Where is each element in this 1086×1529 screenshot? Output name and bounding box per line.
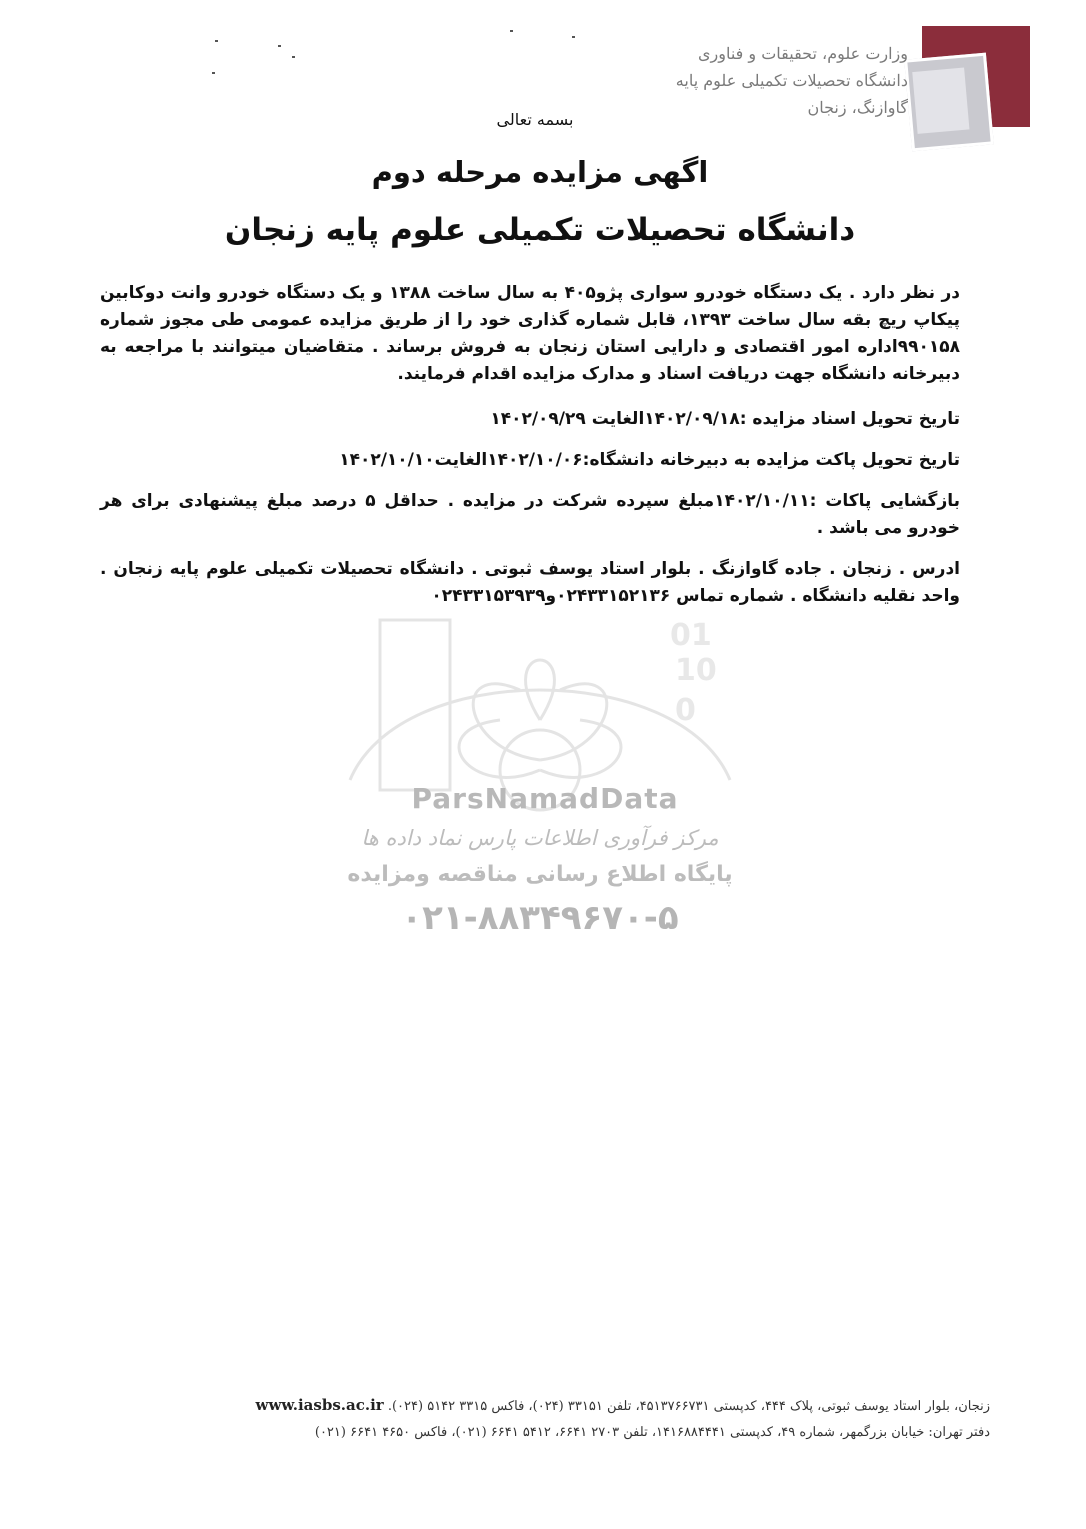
institution-header xyxy=(568,40,908,121)
footer-address-line xyxy=(90,1392,990,1420)
watermark-line2: پایگاه اطلاع رسانی مناقصه ومزایده xyxy=(347,862,733,887)
svg-text:0: 0 xyxy=(675,693,696,728)
watermark-phone: ۰۲۱-۸۸۳۴۹۶۷۰-۵ xyxy=(401,898,679,938)
bismillah: بسمه تعالی xyxy=(496,110,574,129)
university-logo xyxy=(922,26,1030,127)
university-line: دانشگاه تحصیلات تکمیلی علوم پایه xyxy=(675,71,908,90)
logo-inner-shape xyxy=(904,53,994,152)
footer-website: www.iasbs.ac.ir xyxy=(255,1396,384,1414)
svg-text:01: 01 xyxy=(670,618,712,653)
footer-zanjan-address: زنجان، بلوار استاد یوسف ثبوتی، پلاک ۴۴۴، کدپستی ۴۵۱۳۷۶۶۷۳۱، تلفن ۳۳۱۵۱ (۰۲۴)، فاکس ۳۳۱۵ ۵۱۴۲ (۰۲۴). xyxy=(387,1399,990,1414)
watermark-line1: مرکز فرآوری اطلاعات پارس نماد داده ها xyxy=(361,826,719,850)
svg-text:10: 10 xyxy=(675,653,717,688)
envelope-delivery-date: تاریخ تحویل پاکت مزایده به دبیرخانه دانشگاه:۱۴۰۲/۱۰/۰۶الغایت۱۴۰۲/۱۰/۱۰ xyxy=(339,450,960,470)
announcement-title: اگهی مزایده مرحله دوم xyxy=(371,155,709,189)
location-line: گاوازنگ، زنجان xyxy=(807,98,908,117)
opening-date-and-deposit: بازگشایی پاکات :۱۴۰۲/۱۰/۱۱مبلغ سپرده شرکت در مزایده . حداقل ۵ درصد مبلغ پیشنهادی برای هر خودرو می باشد . xyxy=(100,491,960,538)
university-title: دانشگاه تحصیلات تکمیلی علوم پایه زنجان xyxy=(224,212,856,248)
intro-paragraph: در نظر دارد . یک دستگاه خودرو سواری پژو۴۰۵ به سال ساخت ۱۳۸۸ و یک دستگاه خودرو وانت دوکابین پیکاپ ریچ بقه سال ساخت ۱۳۹۳، قابل شماره گذاری خود را از طریق مزایده عمومی طی مجوز شماره ۹۹۰۱۵۸اداره امور اقتصادی و دارایی استان زنجان به فروش برساند . متقاضیان میتوانند با مراجعه به دبیرخانه دانشگاه جهت دریافت اسناد و مدارک مزایده اقدام فرمایند. xyxy=(100,283,960,384)
document-delivery-date: تاریخ تحویل اسناد مزایده :۱۴۰۲/۰۹/۱۸الغایت ۱۴۰۲/۰۹/۲۹ xyxy=(490,409,960,429)
ministry-line: وزارت علوم، تحقیقات و فناوری xyxy=(698,44,908,63)
announcement-body xyxy=(100,280,960,628)
address-and-contact: ادرس . زنجان . جاده گاوازنگ . بلوار استاد یوسف ثبوتی . دانشگاه تحصیلات تکمیلی علوم پایه زنجان . واحد نقلیه دانشگاه . شماره تماس ۰۲۴۳۳۱۵۲۱۳۶و۰۲۴۳۳۱۵۳۹۳۹ xyxy=(100,559,960,606)
watermark-flower-icon xyxy=(340,600,740,940)
watermark-brand: ParsNamadData xyxy=(411,782,679,815)
footer-tehran-office: دفتر تهران: خیابان بزرگمهر، شماره ۴۹، کدپستی ۱۴۱۶۸۸۴۴۴۱، تلفن ۲۷۰۳ ۶۶۴۱، ۵۴۱۲ ۶۶۴۱ (۰۲۱)، فاکس ۴۶۵۰ ۶۶۴۱ (۰۲۱) xyxy=(314,1425,990,1440)
letterhead-footer xyxy=(90,1392,990,1446)
